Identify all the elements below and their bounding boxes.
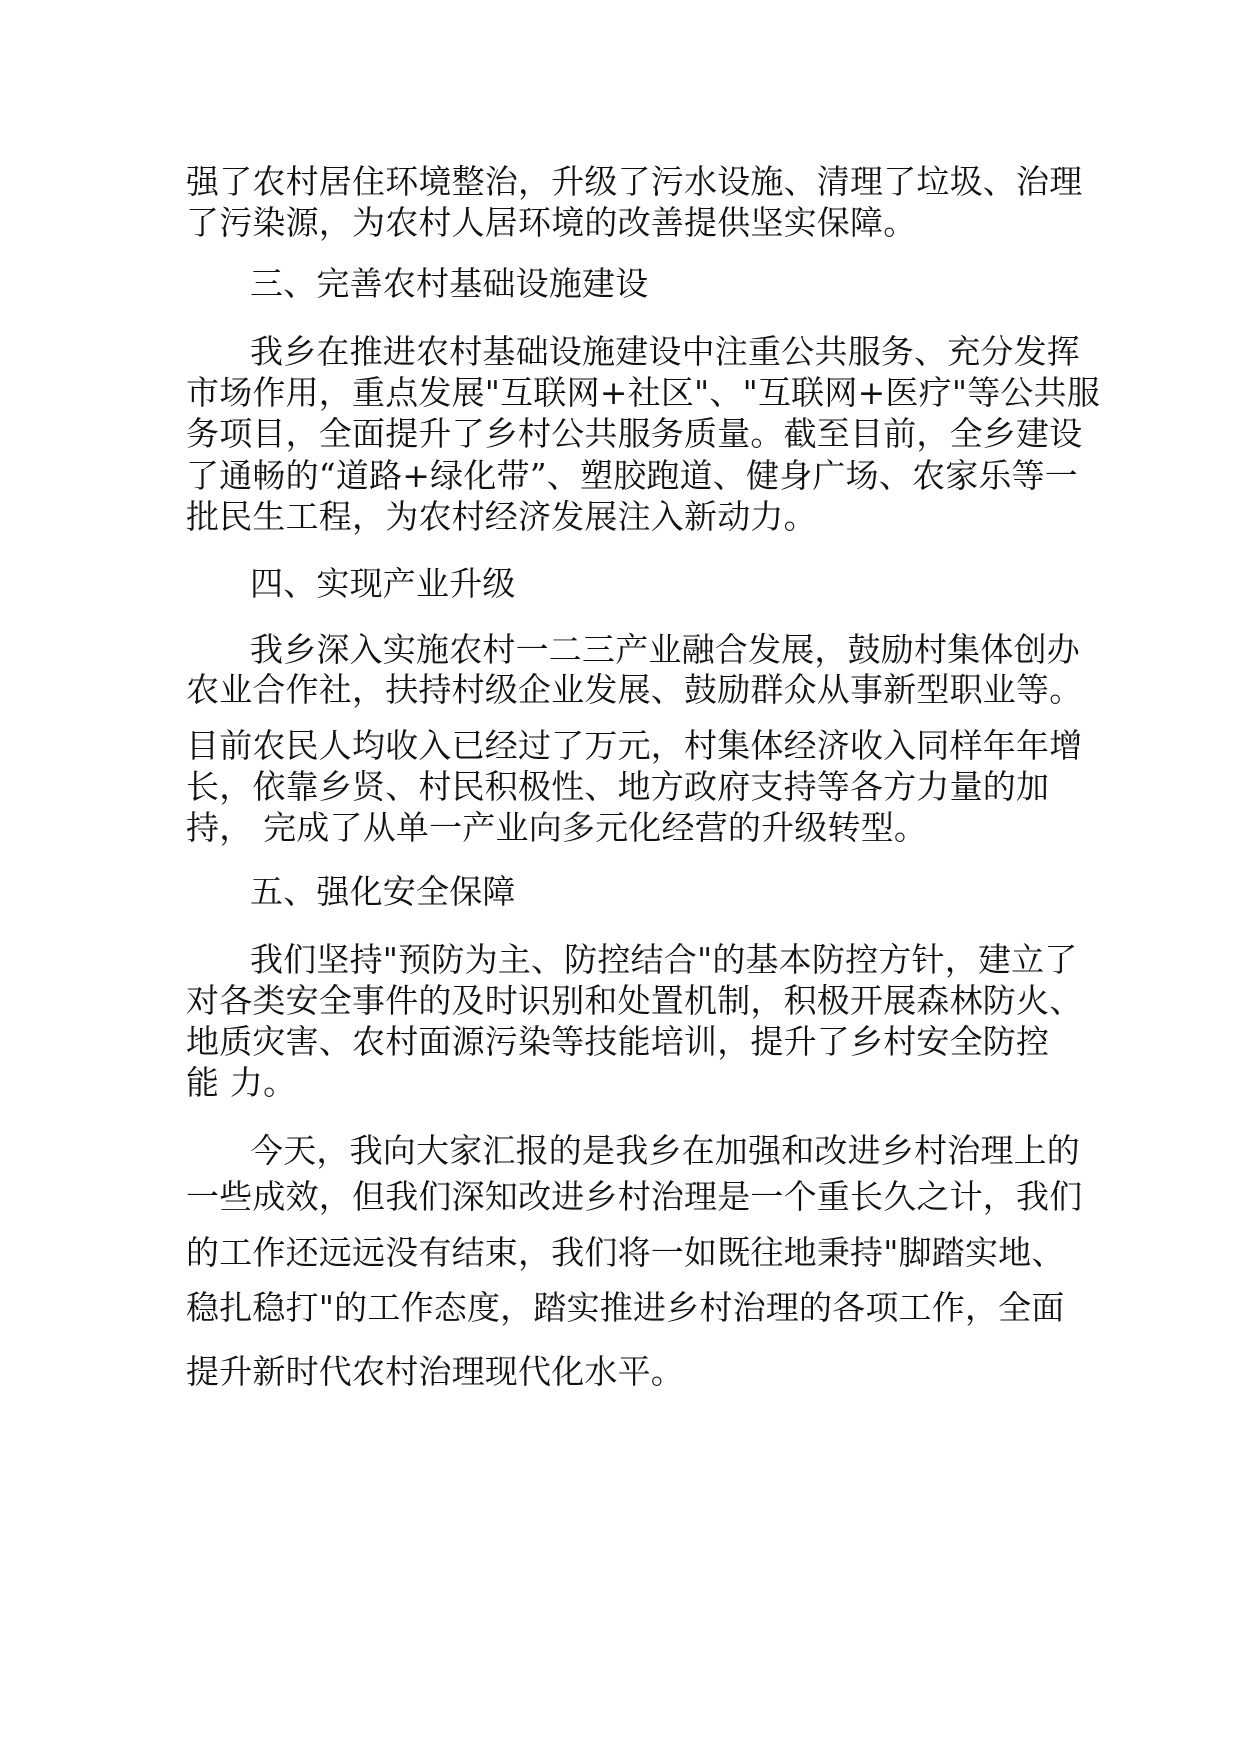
text-line: 我乡在推进农村基础设施建设中注重公共服务、充分发挥 <box>250 332 1080 371</box>
text-line: 今天，我向大家汇报的是我乡在加强和改进乡村治理上的 <box>250 1131 1080 1170</box>
text-line: 我乡深入实施农村一二三产业融合发展，鼓励村集体创办 <box>250 630 1080 669</box>
text-line: 持， 完成了从单一产业向多元化经营的升级转型。 <box>186 808 928 847</box>
text-line: 我们坚持"预防为主、防控结合"的基本防控方针，建立了 <box>250 940 1078 979</box>
text-line: 了污染源，为农村人居环境的改善提供坚实保障。 <box>186 203 917 242</box>
text-line: 能 力。 <box>186 1063 297 1102</box>
text-line: 强了农村居住环境整治，升级了污水设施、清理了垃圾、治理 <box>186 162 1083 201</box>
text-line: 一些成效，但我们深知改进乡村治理是一个重长久之计，我们 <box>186 1177 1083 1216</box>
text-line: 长，依靠乡贤、村民积极性、地方政府支持等各方力量的加 <box>186 767 1050 806</box>
text-line: 稳扎稳打"的工作态度，踏实推进乡村治理的各项工作，全面 <box>186 1288 1065 1327</box>
text-line: 农业合作社，扶持村级企业发展、鼓励群众从事新型职业等。 <box>186 670 1083 709</box>
text-line: 务项目，全面提升了乡村公共服务质量。截至目前，全乡建设 <box>186 414 1083 453</box>
text-line: 市场作用，重点发展"互联网+社区"、"互联网+医疗"等公共服 <box>186 373 1101 412</box>
section-heading: 四、实现产业升级 <box>250 564 516 603</box>
text-line: 目前农民人均收入已经过了万元，村集体经济收入同样年年增 <box>186 726 1083 765</box>
section-heading: 三、完善农村基础设施建设 <box>250 264 649 303</box>
section-heading: 五、强化安全保障 <box>250 872 516 911</box>
text-line: 对各类安全事件的及时识别和处置机制，积极开展森林防火、 <box>186 981 1083 1020</box>
text-line: 批民生工程，为农村经济发展注入新动力。 <box>186 497 817 536</box>
text-line: 的工作还远远没有结束，我们将一如既往地秉持"脚踏实地、 <box>186 1233 1065 1272</box>
text-line: 地质灾害、农村面源污染等技能培训，提升了乡村安全防控 <box>186 1022 1050 1061</box>
text-line: 提升新时代农村治理现代化水平。 <box>186 1352 684 1391</box>
text-line: 了通畅的“道路+绿化带”、塑胶跑道、健身广场、农家乐等一 <box>186 456 1078 495</box>
